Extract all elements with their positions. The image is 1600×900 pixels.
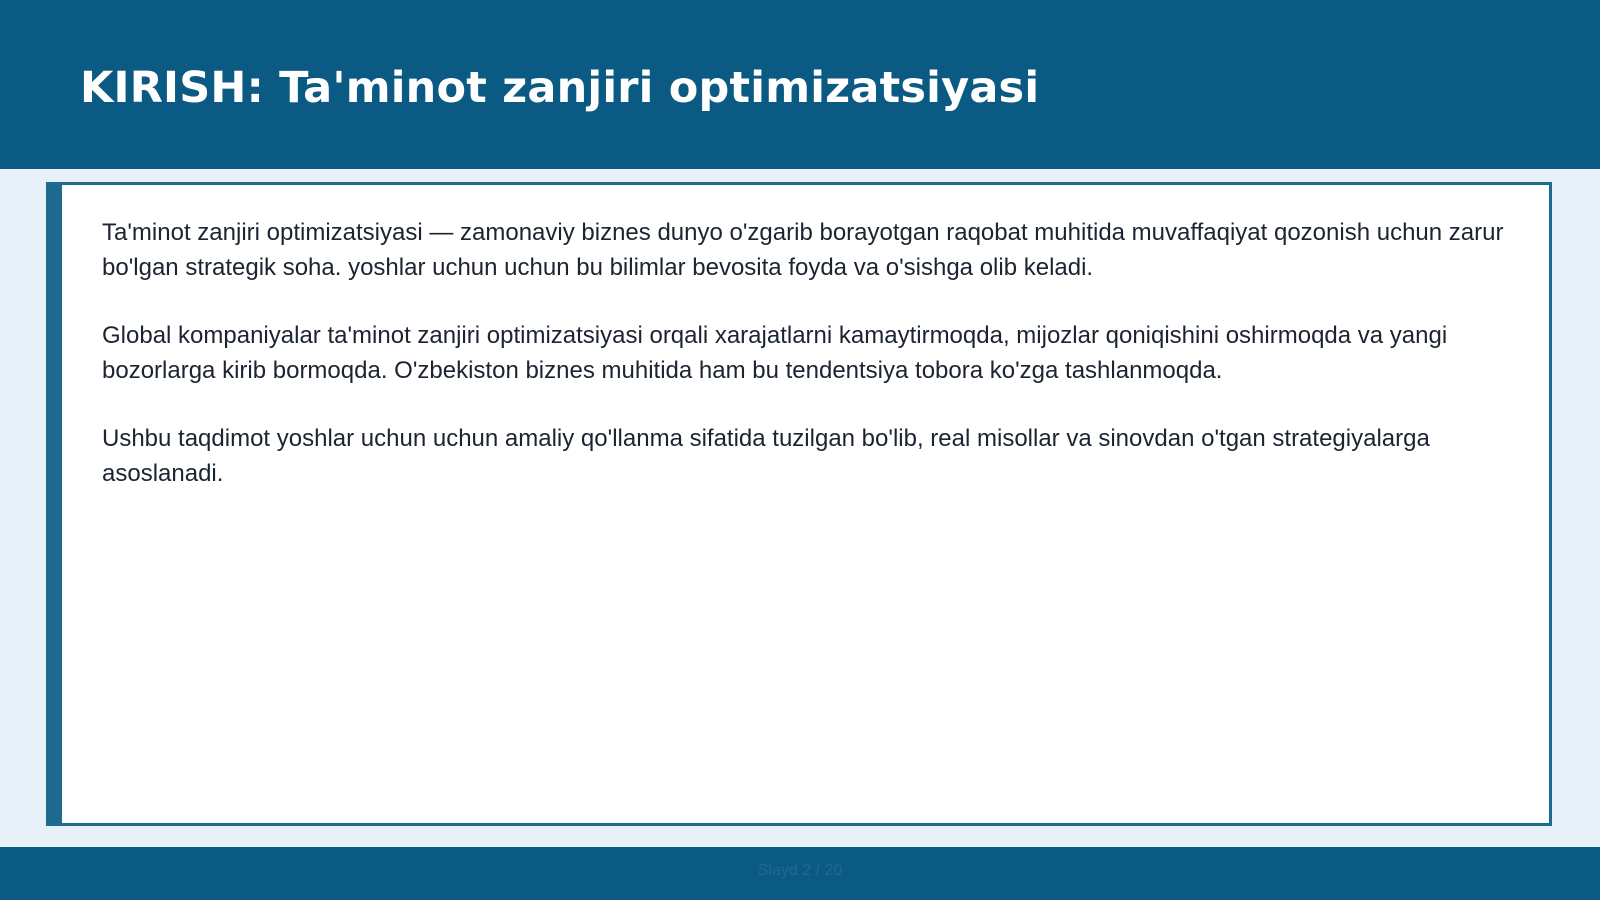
slide-number: Slayd 2 / 20 [757, 862, 843, 879]
slide-title: KIRISH: Ta'minot zanjiri optimizatsiyasi [80, 63, 1040, 113]
slide-footer [0, 847, 1600, 900]
slide-header [0, 0, 1600, 169]
content-text [102, 215, 1522, 524]
paragraph-global: Global kompaniyalar ta'minot zanjiri optimizatsiyasi orqali xarajatlarni kamaytirmoqda, mijozlar qoniqishini oshirmoqda va yangi bozorlarga kirib bormoqda. O'zbekiston biznes muhitida ham bu tendentsiya tobora ko'zga tashlanmoqda. [102, 322, 1448, 384]
content-panel [46, 182, 1552, 826]
paragraph-purpose: Ushbu taqdimot yoshlar uchun uchun amaliy qo'llanma sifatida tuzilgan bo'lib, real misollar va sinovdan o'tgan strategiyalarga asoslanadi. [102, 425, 1430, 487]
paragraph-intro: Ta'minot zanjiri optimizatsiyasi — zamonaviy biznes dunyo o'zgarib borayotgan raqobat muhitida muvaffaqiyat qozonish uchun zarur bo'lgan strategik soha. yoshlar uchun uchun bu bilimlar bevosita foyda va o'sishga olib keladi. [102, 219, 1504, 281]
